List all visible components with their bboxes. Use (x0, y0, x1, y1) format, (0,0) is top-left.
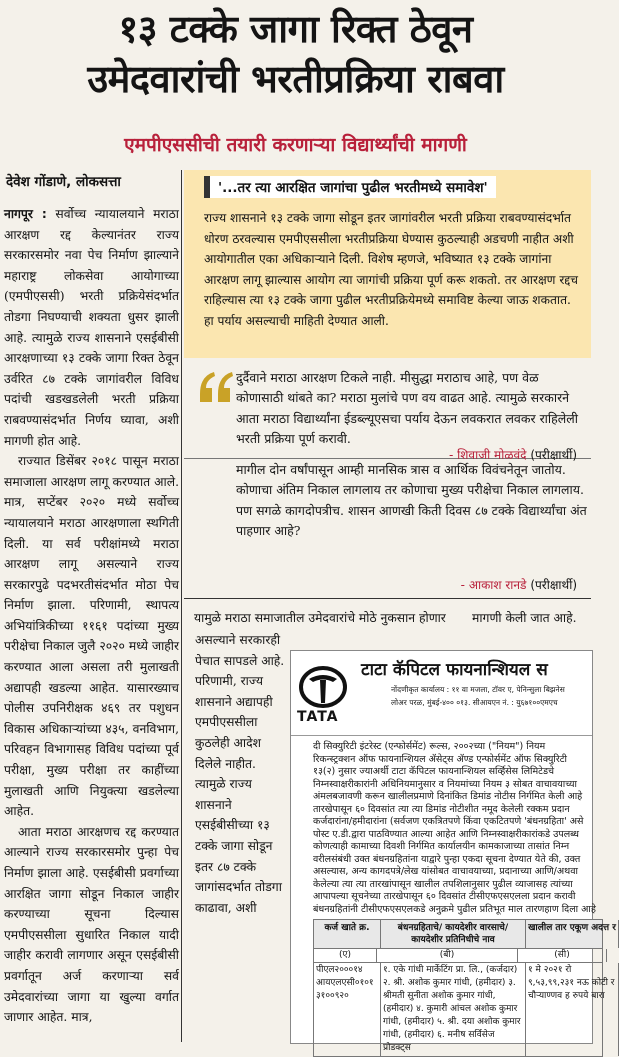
ad-company-name: टाटा कॅपिटल फायनान्शियल स (361, 660, 548, 680)
quote-2 (236, 460, 588, 542)
quote-divider (184, 598, 591, 599)
tata-capital-advertisement (290, 650, 616, 1053)
ad-table-header (313, 919, 616, 949)
ad-body-line: वरीलसंबंधी उक्त बंधनग्रहितांना याद्वारे पुन्हा एकदा सूचना देण्यात येते की, उक्त (313, 853, 581, 865)
ad-table-header-cell: खालील तार एकूण अदत्त र (526, 920, 619, 948)
highlight-box-body: राज्य शासनाने १३ टक्के जागा सोडून इतर जागांवरील भरती प्रक्रिया राबवण्यासंदर्भात धोरण ठरवल्यास एमपीएससीला भरतीप्रक्रिया घेण्यास कुठल्याही अडचणी नाहीत अशी आयोगातील एका अधिकाऱ्याने दिली. विशेष म्हणजे, भविष्यात १३ टक्के जागांना आरक्षण लागू झाल्यास आयोग त्या जागांची प्रक्रिया पूर्ण करू शकतो. तर आरक्षण रद्दच राहिल्यास त्या १३ टक्के जागा पुढील भरतीप्रक्रियेमध्ये समाविष्ट केल्या जाऊ शकतात. हा पर्याय असल्याची माहिती देण्यात आली. (204, 211, 578, 328)
ad-body-line: असल्यास, अन्य कागदपत्रे/लेख यांसोबत वाचावयाच्या, प्रदानाच्या आणि/अथवा (313, 866, 578, 877)
ad-table-amount: १ मे २०२१ रो ९,५३,९९,२३१ नऊ कोटी र चौऱ्याण्णव ह रुपये बारा (526, 963, 619, 1056)
ad-notice-body (313, 741, 603, 916)
ad-table-label: (सी) (518, 949, 607, 962)
ad-body-line: केलेल्या त्या त्या तारखांपासून खालील तपशिलानुसार पुढील व्याजासह त्यांच्या (313, 878, 573, 890)
quote-1-name: - शिवाजी मोळवंदे (449, 448, 527, 462)
ad-divider (291, 735, 592, 736)
ad-address-line-2: लोअर परळ, मुंबई-४०० ०१३. सीआयएन नं. : यु६७१००एमएच (391, 698, 558, 707)
quote-2-attribution (461, 576, 577, 593)
ad-table-account: पीएल२०००१४ आयएलएसी०१०१ ३१००९२० (314, 963, 381, 1056)
quote-2-name: - आकाश रानडे (460, 578, 527, 592)
paragraph-1: सर्वोच्च न्यायालयाने मराठा आरक्षण रद्द केल्यानंतर राज्य सरकारसमोर नवा पेच निर्माण झाल्याने महाराष्ट्र लोकसेवा आयोगाच्या (एमपीएससी) भरती प्रक्रियेसंदर्भात तोडगा निघण्याची शक्यता धुसर झाली आहे. त्यामुळे राज्य शासनाने एसईबीसी आरक्षणाच्या १३ टक्के जागा रिक्त ठेवून उर्वरित ८७ टक्के जागांवरील विविध पदांची खडखडलेली भरती प्रक्रिया राबवण्यासंदर्भात निर्णय घ्यावा, अशी मागणी होत आहे. (4, 207, 179, 448)
ad-body-line: तारखेपासून ६० दिवसांत त्या त्या डिमांड नोटीशीत नमूद केलेली रक्कम प्रदान (313, 803, 570, 815)
byline: देवेश गोंडाणे, लोकसत्ता (6, 174, 121, 190)
highlight-box-title: '...तर त्या आरक्षित जागांचा पुढील भरतीमध्ये समावेश' (204, 176, 496, 198)
quote-mark-icon (196, 368, 236, 412)
quote-1 (236, 368, 588, 450)
ad-body-line: कर्जदारांना/हमीदारांना (सर्वजण एकत्रितपणे किंवा एकटितपणे 'बंधनग्रहिता' असे (313, 816, 584, 827)
subheadline: एमपीएससीची तयारी करणाऱ्या विद्यार्थ्यांची मागणी (124, 134, 467, 156)
ad-body-line: कोणत्याही कामाच्या दिवशी निर्गमित कार्यालयीन कामकाजाच्या तासांत निम्न (313, 841, 570, 852)
paragraph-2: राज्यात डिसेंबर २०१८ पासून मराठा समाजाला आरक्षण लागू करण्यात आले. मात्र, सप्टेंबर २०२० मध्ये सर्वोच्च न्यायालयाने मराठा आरक्षणाला स्थगिती दिली. या सर्व परीक्षांमध्ये मराठा आरक्षण लागू असल्याने राज्य सरकारपुढे पदभरतीसंदर्भात मोठा पेच निर्माण झाला. परिणामी, स्थापत्य अभियांत्रिकीच्या ११६१ पदांच्या मुख्य परीक्षेचा निकाल जुलै २०२० मध्ये जाहीर करण्यात आला असला तरी मुलाखती अद्यापही खडल्या आहेत. यासारख्याच पोलीस उपनिरीक्षक ४६९ तर पशुधन विकास अधिकाऱ्यांच्या ४३५, वनविभाग, परिवहन विभागासह विविध पदांच्या पूर्व परीक्षा, मुख्य परीक्षा तर काहींच्या मुलाखती आणि नियुक्त्या खडलेल्या आहेत. (4, 454, 179, 819)
continuation-tail: मागणी केली जात आहे. (472, 611, 577, 625)
paragraph-3: आता मराठा आरक्षणच रद्द करण्यात आल्याने राज्य सरकारसमोर पुन्हा पेच निर्माण झाला आहे. एसईबीसी प्रवर्गाच्या आरक्षित जागा सोडून निकाल जाहीर करण्याच्या सूचना दिल्यास एमपीएससीला सुधारित निकाल यादी जाहीर करावी लागणार असून एसईबीसी प्रवर्गातून अर्ज करणाऱ्या सर्व उमेदवारांच्या जागा या खुल्या वर्गात जाणार आहेत. मात्र, (4, 824, 179, 1025)
ad-table-row (313, 963, 615, 1057)
quote-2-text: मागील दोन वर्षांपासून आम्ही मानसिक त्रास व आर्थिक विवंचनेतून जातोय. कोणाचा अंतिम निकाल लागलाय तर कोणाचा मुख्य परीक्षेचा निकाल लागलाय. पण सगळे कागदोपत्रीच. शासन आणखी किती दिवस ८७ टक्के विद्यार्थ्यांचा अंत पाहणार आहे? (236, 462, 587, 539)
continuation-line-text: यामुळे मराठा समाजातील उमेदवारांचे मोठे नुकसान होणार (194, 611, 446, 625)
column-divider (181, 170, 182, 1042)
ad-table-names: १. एके गांधी मार्केटिंग प्रा. लि., (कर्जदार) २. श्री. अशोक कुमार गांधी, (हमीदार) ३. श्रीमती सुनीता अशोक कुमार गांधी, (हमीदार) ४. कुमारी आंचल अशोक कुमार गांधी, (हमीदार) ५. श्री. दया अशोक कुमार गांधी, (हमीदार) ६. मनीष सर्विसेज प्रोडक्ट्स (381, 963, 526, 1056)
ad-body-line: पोस्ट ए.डी.द्वारा पाठविण्यात आल्या आहेत आणि निम्नस्वाक्षरीकारांकडे उपलब्ध (313, 828, 579, 840)
ad-table-label: (ए) (314, 949, 377, 962)
ad-table-label: (बी) (377, 949, 518, 962)
ad-body-line: १३(२) नुसार ज्याअर्थी टाटा कॅपिटल फायनान्शियल सर्व्हिसेस लिमिटेडचे (313, 766, 555, 777)
ad-body-line: बंधनग्रहितांनी टीसीएफएसएलकडे अनुक्रमे पुढील प्रतिभूत माल तारणहाण दिला आहे (313, 903, 596, 915)
ad-address-line-1: नोंदणीकृत कार्यालय : ११ वा मजला, टॉवर ए, पेनिन्सुला बिझनेस (391, 685, 565, 694)
headline (0, 4, 591, 104)
dateline: नागपूर : (4, 207, 47, 221)
ad-body-line: आपापल्या सूचनेच्या तारखेपासून ६० दिवसांत टीसीएफएसएलला प्रदान करावी (313, 891, 576, 902)
ad-table-header-cell: कर्ज खाते क्र. (314, 920, 381, 948)
headline-line-2: उमेदवारांची भरतीप्रक्रिया राबवा (87, 57, 504, 101)
continuation-line (194, 609, 591, 626)
quote-1-role: (परीक्षार्थी) (530, 448, 577, 462)
article-left-column (4, 204, 179, 1042)
ad-table-labels (313, 949, 603, 963)
ad-body-line: निम्नस्वाक्षरीकारांनी अधिनियमानुसार व नियमांच्या नियम ३ सोबत वाचावयाच्या (313, 778, 577, 790)
ad-body-line: रिकन्स्ट्रक्शन ऑफ फायनान्शियल ॲसेट्स ॲण्ड एन्फोर्समेंट ऑफ सिक्युरिटी (313, 753, 568, 765)
headline-line-1: १३ टक्के जागा रिक्त ठेवून (118, 7, 473, 51)
highlight-box (184, 170, 591, 358)
ad-body-line: अंमलबजावणी करून खालीलप्रमाणे दिनांकित डिमांड नोटीस निर्गमित केली आहे (313, 791, 583, 802)
quote-2-role: (परीक्षार्थी) (530, 578, 577, 592)
middle-column-text: असल्याने सरकारही पेचात सापडले आहे. परिणामी, राज्य शासनाने अद्यापही एमपीएससीला कुठलेही आदेश दिलेले नाहीत. त्यामुळे राज्य शासनाने एसईबीसीच्या १३ टक्के जागा सोडून इतर ८७ टक्के जागांसदर्भात तोडगा काढावा, अशी (195, 633, 285, 915)
ad-table (313, 919, 616, 1057)
tata-logo-text: TATA (297, 709, 339, 725)
ad-table-header-cell: बंधनग्रहिताचे/ कायदेशीर वारसाचे/ कायदेशीर प्रतिनिधीचे नाव (381, 920, 526, 948)
ad-body-line: दी सिक्युरिटी इंटरेस्ट (एन्फोर्समेंट) रूल्स, २००२च्या ("नियम") नियम (313, 741, 546, 752)
ad-address (391, 683, 565, 709)
tata-logo-icon (299, 665, 347, 709)
article-middle-column (195, 630, 285, 1042)
quote-1-text: दुर्दैवाने मराठा आरक्षण टिकले नाही. मीसुद्धा मराठाच आहे, पण वेळ कोणासाठी थांबते का? मराठा मुलांचे पण वय वाढत आहे. त्यामुळे सरकारने आता मराठा विद्यार्थ्यांना ईडब्ल्यूएसचा पर्याय देऊन लवकरात लवकर राहिलेली भरती प्रक्रिया पूर्ण करावी. (236, 370, 578, 447)
